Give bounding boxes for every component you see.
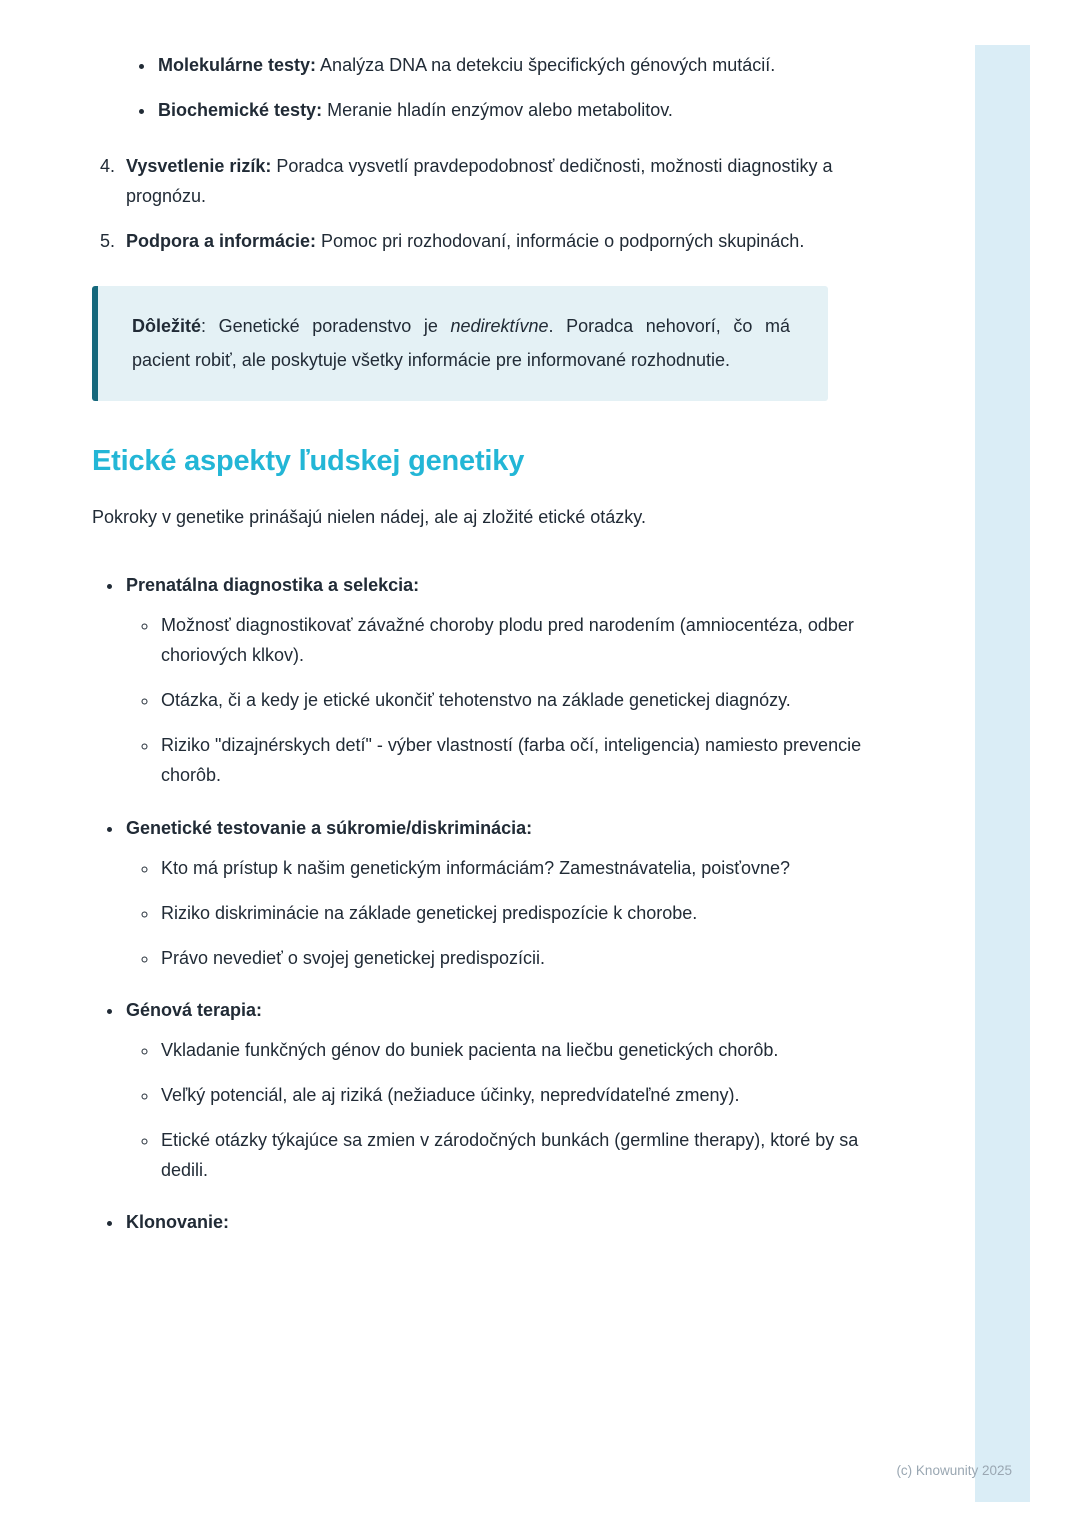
decorative-right-stripe — [975, 45, 1030, 1502]
numbered-item-lead: Podpora a informácie: — [126, 231, 317, 252]
callout-label: Dôležité — [132, 316, 202, 337]
topic-subitems — [126, 610, 864, 790]
ethics-topic — [124, 813, 864, 973]
topic-subitem: ◦ Otázka, či a kedy je etické ukončiť tehotenstvo na základe genetickej diagnózy. — [159, 685, 864, 715]
footer-copyright: (c) Knowunity 2025 — [896, 1463, 1012, 1478]
topic-title: Prenatálna diagnostika a selekcia: — [126, 575, 420, 596]
numbered-item — [92, 151, 864, 211]
topic-subitem: ◦ Riziko "dizajnérskych detí" - výber vlastností (farba očí, inteligencia) namiesto prevencie chorôb. — [159, 730, 864, 790]
section-heading: Etické aspekty ľudskej genetiky — [92, 444, 525, 477]
list-item-lead: Molekulárne testy: — [158, 55, 317, 75]
topic-subitem: ◦ Právo nevedieť o svojej genetickej predispozícii. — [159, 943, 864, 973]
topic-subitem: ◦ Veľký potenciál, ale aj riziká (nežiaduce účinky, nepredvídateľné zmeny). — [159, 1080, 864, 1110]
callout-body-1: : Genetické poradenstvo je — [201, 316, 451, 337]
list-item: • Biochemické testy: Meranie hladín enzýmov alebo metabolitov. — [156, 95, 864, 125]
topic-subitem: ◦ Kto má prístup k našim genetickým informáciám? Zamestnávatelia, poisťovne? — [159, 853, 864, 883]
topic-subitem: ◦ Etické otázky týkajúce sa zmien v zárodočných bunkách (germline therapy), ktoré by sa dedili. — [159, 1125, 864, 1185]
numbered-item-text: Vysvetlenie rizík: Poradca vysvetlí pravdepodobnosť dedičnosti, možnosti diagnostiky a prognózu. — [126, 156, 833, 207]
topic-title: Genetické testovanie a súkromie/diskriminácia: — [126, 817, 533, 838]
callout-body-2: . Poradca nehovorí, čo má pacient robiť, ale poskytuje všetky informácie pre informované rozhodnutie. — [132, 316, 790, 370]
topic-subitem: ◦ Možnosť diagnostikovať závažné choroby plodu pred narodením (amniocentéza, odber choriových klkov). — [159, 610, 864, 670]
important-note-callout — [92, 286, 828, 401]
counseling-steps-list — [92, 151, 864, 256]
topic-title: Génová terapia: — [126, 999, 263, 1020]
list-item-lead: Biochemické testy: — [158, 100, 323, 121]
genetic-tests-list — [92, 50, 864, 125]
numbered-item-lead: Vysvetlenie rizík: — [126, 156, 272, 177]
topic-subitems — [126, 1035, 864, 1185]
ethics-topics-list — [92, 570, 864, 1237]
topic-subitem: ◦ Vkladanie funkčných génov do buniek pacienta na liečbu genetických chorôb. — [159, 1035, 864, 1065]
callout-italic-term: nedirektívne — [450, 316, 549, 337]
ethics-topic — [124, 995, 864, 1185]
topic-subitems — [126, 853, 864, 973]
callout-text — [132, 310, 790, 377]
ethics-topic — [124, 1207, 864, 1237]
topic-subitem: ◦ Riziko diskriminácie na základe genetickej predispozície k chorobe. — [159, 898, 864, 928]
document-content — [92, 0, 864, 1237]
item-number: 4. — [100, 156, 116, 177]
list-item: • Molekulárne testy: Analýza DNA na detekciu špecifických génových mutácií. — [156, 50, 864, 80]
numbered-item — [92, 226, 864, 256]
numbered-item-text: Podpora a informácie: Pomoc pri rozhodovaní, informácie o podporných skupinách. — [126, 231, 805, 252]
item-number: 5. — [100, 231, 116, 252]
topic-title: Klonovanie: — [126, 1211, 230, 1232]
ethics-topic — [124, 570, 864, 790]
section-intro-paragraph: Pokroky v genetike prinášajú nielen nádej, ale aj zložité etické otázky. — [92, 507, 646, 528]
